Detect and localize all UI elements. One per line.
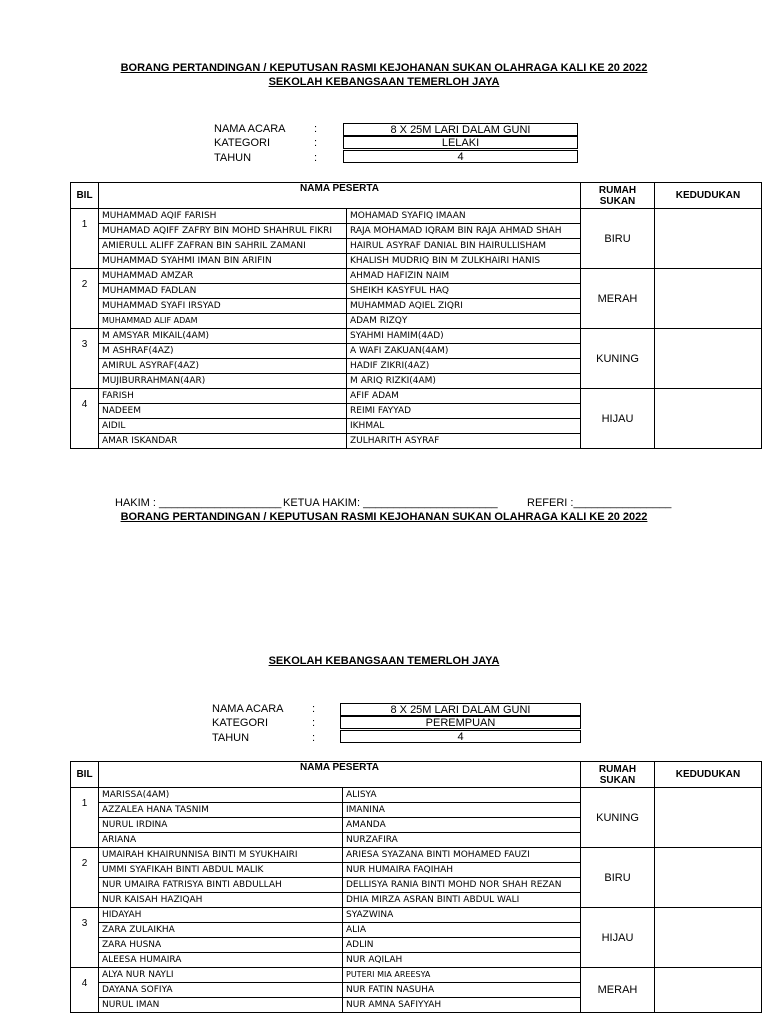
participant-name: AMIRUL ASYRAF(4AZ) — [99, 359, 347, 374]
table-row — [71, 209, 762, 224]
participant-name: DELLISYA RANIA BINTI MOHD NOR SHAH REZAN — [343, 878, 581, 893]
participant-name: ALYA NUR NAYLI — [99, 968, 343, 983]
kedudukan-cell[interactable] — [655, 968, 762, 1013]
header-sukan: SUKAN — [599, 195, 636, 207]
participant-name: NURUL IMAN — [99, 998, 343, 1013]
header-bil: BIL — [71, 183, 99, 209]
participant-name: M ASHRAF(4AZ) — [99, 344, 347, 359]
kedudukan-cell[interactable] — [655, 908, 762, 968]
header-sukan: SUKAN — [599, 774, 636, 786]
participant-name: ADLIN — [343, 938, 581, 953]
participant-name: AMIERULL ALIFF ZAFRAN BIN SAHRIL ZAMANI — [99, 239, 347, 254]
participant-name: M AMSYAR MIKAIL(4AM) — [99, 329, 347, 344]
participant-name: ZARA ZULAIKHA — [99, 923, 343, 938]
participant-name: MOHAMAD SYAFIQ IMAAN — [347, 209, 581, 224]
bil-cell: 3 — [71, 908, 99, 968]
kedudukan-cell[interactable] — [655, 389, 762, 449]
participant-name: ARIESA SYAZANA BINTI MOHAMED FAUZI — [343, 848, 581, 863]
colon: : — [312, 732, 316, 744]
participant-name: MARISSA(4AM) — [99, 788, 343, 803]
form-title: BORANG PERTANDINGAN / KEPUTUSAN RASMI KEJOHANAN SUKAN OLAHRAGA KALI KE 20 2022 — [120, 62, 648, 74]
participant-name: ZARA HUSNA — [99, 938, 343, 953]
participant-name: NUR KAISAH HAZIQAH — [99, 893, 343, 908]
participant-name: DHIA MIRZA ASRAN BINTI ABDUL WALI — [343, 893, 581, 908]
bil-cell: 2 — [71, 269, 99, 329]
participant-name: RAJA MOHAMAD IQRAM BIN RAJA AHMAD SHAH — [347, 224, 581, 239]
kategori-label: KATEGORI — [212, 717, 269, 729]
table-row — [71, 788, 762, 803]
participant-name: AFIF ADAM — [347, 389, 581, 404]
rumah-sukan-cell: BIRU — [581, 209, 655, 269]
tahun-value: 4 — [343, 150, 578, 163]
participant-name: ALEESA HUMAIRA — [99, 953, 343, 968]
nama-acara-label: NAMA ACARA — [214, 123, 286, 135]
table-body — [71, 209, 762, 449]
bil-cell: 2 — [71, 848, 99, 908]
colon: : — [314, 137, 318, 149]
event-info-block — [214, 123, 584, 168]
colon: : — [314, 123, 318, 135]
participant-name: ZULHARITH ASYRAF — [347, 434, 581, 449]
participant-name: MUHAMAD AQIFF ZAFRY BIN MOHD SHAHRUL FIKRI — [99, 224, 347, 239]
table-row — [71, 269, 762, 284]
kedudukan-cell[interactable] — [655, 788, 762, 848]
bil-cell: 1 — [71, 209, 99, 269]
kategori-label: KATEGORI — [214, 137, 271, 149]
header-rumah: RUMAH — [598, 184, 637, 196]
bil-cell: 4 — [71, 968, 99, 1013]
participant-name: MUHAMMAD AQIF FARISH — [99, 209, 347, 224]
participant-name: NUR AQILAH — [343, 953, 581, 968]
rumah-sukan-cell: KUNING — [581, 329, 655, 389]
participant-name: ALISYA — [343, 788, 581, 803]
tahun-value: 4 — [340, 730, 581, 743]
kedudukan-cell[interactable] — [655, 848, 762, 908]
kategori-value: LELAKI — [343, 136, 578, 149]
header-kedudukan: KEDUDUKAN — [655, 762, 762, 788]
kategori-value: PEREMPUAN — [340, 716, 581, 729]
bil-cell: 1 — [71, 788, 99, 848]
header-rumah-sukan — [581, 762, 655, 788]
participant-name: M ARIQ RIZKI(4AM) — [347, 374, 581, 389]
header-rumah-sukan — [581, 183, 655, 209]
participant-name: REIMI FAYYAD — [347, 404, 581, 419]
bil-cell: 4 — [71, 389, 99, 449]
colon: : — [314, 152, 318, 164]
participant-name: AZZALEA HANA TASNIM — [99, 803, 343, 818]
kedudukan-cell[interactable] — [655, 209, 762, 269]
participant-name: UMAIRAH KHAIRUNNISA BINTI M SYUKHAIRI — [99, 848, 343, 863]
participant-name: MUHAMMAD AQIEL ZIQRI — [347, 299, 581, 314]
participant-name: ALIA — [343, 923, 581, 938]
hakim-signature: HAKIM : ____________________ — [115, 497, 282, 509]
participants-table-lelaki — [70, 182, 762, 449]
participant-name: AMANDA — [343, 818, 581, 833]
participant-name: NURUL IRDINA — [99, 818, 343, 833]
tahun-label: TAHUN — [212, 732, 250, 744]
school-name: SEKOLAH KEBANGSAAN TEMERLOH JAYA — [268, 76, 500, 88]
participant-name: NURZAFIRA — [343, 833, 581, 848]
form-title: BORANG PERTANDINGAN / KEPUTUSAN RASMI KEJOHANAN SUKAN OLAHRAGA KALI KE 20 2022 — [120, 511, 648, 523]
participant-name: SYAZWINA — [343, 908, 581, 923]
participant-name: DAYANA SOFIYA — [99, 983, 343, 998]
header-bil: BIL — [71, 762, 99, 788]
colon: : — [312, 717, 316, 729]
participant-name: ADAM RIZQY — [347, 314, 581, 329]
participant-name: HAIRUL ASYRAF DANIAL BIN HAIRULLISHAM — [347, 239, 581, 254]
table-row — [71, 848, 762, 863]
participant-name: NUR UMAIRA FATRISYA BINTI ABDULLAH — [99, 878, 343, 893]
colon: : — [312, 703, 316, 715]
participant-name: AHMAD HAFIZIN NAIM — [347, 269, 581, 284]
header-nama-peserta: NAMA PESERTA — [99, 183, 581, 209]
participant-name: FARISH — [99, 389, 347, 404]
table-row — [71, 329, 762, 344]
rumah-sukan-cell: KUNING — [581, 788, 655, 848]
participants-table-perempuan — [70, 761, 762, 1013]
referi-signature: REFERI :________________ — [527, 497, 672, 509]
school-name: SEKOLAH KEBANGSAAN TEMERLOH JAYA — [268, 655, 500, 667]
table-body — [71, 788, 762, 1013]
participant-name: HADIF ZIKRI(4AZ) — [347, 359, 581, 374]
kedudukan-cell[interactable] — [655, 269, 762, 329]
participant-name: A WAFI ZAKUAN(4AM) — [347, 344, 581, 359]
ketua-hakim-signature: KETUA HAKIM: ______________________ — [283, 497, 498, 509]
participant-name: NUR AMNA SAFIYYAH — [343, 998, 581, 1013]
table-row — [71, 908, 762, 923]
participant-name: AMAR ISKANDAR — [99, 434, 347, 449]
rumah-sukan-cell: HIJAU — [581, 389, 655, 449]
participant-name: UMMI SYAFIKAH BINTI ABDUL MALIK — [99, 863, 343, 878]
rumah-sukan-cell: MERAH — [581, 269, 655, 329]
bil-cell: 3 — [71, 329, 99, 389]
participant-name: MUHAMMAD AMZAR — [99, 269, 347, 284]
nama-acara-label: NAMA ACARA — [212, 703, 284, 715]
participant-name: SHEIKH KASYFUL HAQ — [347, 284, 581, 299]
participant-name: MUHAMMAD FADLAN — [99, 284, 347, 299]
table-row — [71, 389, 762, 404]
participant-name: IKHMAL — [347, 419, 581, 434]
nama-acara-value: 8 X 25M LARI DALAM GUNI — [343, 123, 578, 136]
participant-name: MUJIBURRAHMAN(4AR) — [99, 374, 347, 389]
nama-acara-value: 8 X 25M LARI DALAM GUNI — [340, 703, 581, 716]
rumah-sukan-cell: HIJAU — [581, 908, 655, 968]
participant-name: MUHAMMAD SYAFI IRSYAD — [99, 299, 347, 314]
participant-name: MUHAMMAD SYAHMI IMAN BIN ARIFIN — [99, 254, 347, 269]
tahun-label: TAHUN — [214, 152, 252, 164]
rumah-sukan-cell: BIRU — [581, 848, 655, 908]
participant-name: ARIANA — [99, 833, 343, 848]
rumah-sukan-cell: MERAH — [581, 968, 655, 1013]
participant-name: PUTERI MIA AREESYA — [343, 968, 581, 983]
event-info-block — [212, 703, 582, 748]
participant-name: KHALISH MUDRIQ BIN M ZULKHAIRI HANIS — [347, 254, 581, 269]
participant-name: IMANINA — [343, 803, 581, 818]
participant-name: AIDIL — [99, 419, 347, 434]
participant-name: NADEEM — [99, 404, 347, 419]
kedudukan-cell[interactable] — [655, 329, 762, 389]
participant-name: SYAHMI HAMIM(4AD) — [347, 329, 581, 344]
participant-name: NUR HUMAIRA FAQIHAH — [343, 863, 581, 878]
header-rumah: RUMAH — [598, 763, 637, 775]
participant-name: MUHAMMAD ALIF ADAM — [99, 314, 347, 329]
header-nama-peserta: NAMA PESERTA — [99, 762, 581, 788]
table-row — [71, 968, 762, 983]
participant-name: NUR FATIN NASUHA — [343, 983, 581, 998]
participant-name: HIDAYAH — [99, 908, 343, 923]
header-kedudukan: KEDUDUKAN — [655, 183, 762, 209]
